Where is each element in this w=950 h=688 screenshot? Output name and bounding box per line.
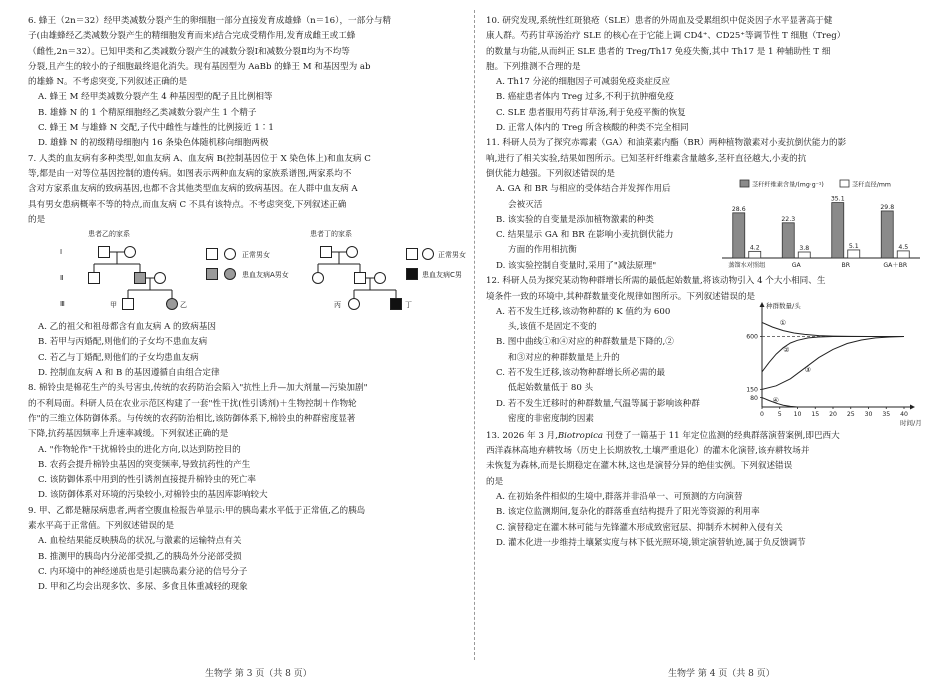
question-11: [486, 136, 926, 274]
q9-option-a: A. 血检结果能反映胰岛的状况,与激素的运输特点有关: [38, 536, 242, 547]
q11-option-a: A. GA 和 BR 与相应的受体结合并发挥作用后: [496, 184, 671, 195]
q6-stem-line: 分裂,且产生的较小的子细胞最终退化消失。现有基因型为 AaBb 的蜂王 M 和基因型为 ab: [28, 61, 371, 72]
legend-hemophilia-a-label: 患血友病A男女: [242, 271, 289, 280]
q7-option-c: C. 若乙与丁婚配,则他们的子女均患血友病: [38, 352, 199, 363]
right-page-footer: 生物学 第 4 页（共 8 页）: [668, 669, 775, 679]
question-10: [486, 14, 926, 136]
q10-stem-line: 胞。下列推测不合理的是: [486, 61, 581, 72]
q11-option-c: C. 结果显示 GA 和 BR 在影响小麦抗倒伏能力: [496, 230, 674, 241]
x-tick-label: 25: [846, 410, 855, 418]
y-axis-title: 种群数量/头: [766, 301, 801, 310]
line-chart: [726, 301, 926, 429]
legend-male-hemophilia-c-icon: [406, 268, 418, 280]
q9-option-c: C. 内环境中的神经递质也是引起胰岛素分泌的信号分子: [38, 566, 248, 577]
legend-male-normal-b-icon: [406, 248, 418, 260]
q12-stem-line: 境条件一致的环境中,其种群数量变化规律如图所示。下列叙述错误的是: [486, 291, 756, 302]
q7-option-a: A. 乙的祖父和祖母都含有血友病 A 的致病基因: [38, 322, 217, 333]
q7-stem-line: 含对方家系血友病的致病基因,也都不含其他类型血友病的致病基因。在人群中血友病 A: [28, 184, 358, 195]
bar-value-label: 22.3: [781, 216, 796, 224]
bar-1-2: [782, 223, 794, 258]
q7-stem-line: 具有男女患病概率不等的特点,而血友病 C 不具有该特点。不考虑突变,下列叙述正确: [28, 199, 347, 210]
q10-stem-line: 10. 研究发现,系统性红斑狼疮（SLE）患者的外周血及受累组织中促炎因子水平显著高于健: [486, 16, 833, 26]
family-b-title: 患者丁的家系: [310, 230, 352, 239]
q8-option-c: C. 该防御体系中用到的性引诱剂直接提升棉铃虫的死亡率: [38, 475, 256, 486]
q9-stem-line: 素水平高于正常值。下列叙述错误的是: [28, 521, 175, 532]
curve-label-1: ①: [779, 318, 787, 327]
q6-option-b: B. 雄蜂 N 的 1 个精原细胞经乙类减数分裂产生 1 个精子: [38, 107, 257, 118]
q7-option-d: D. 控制血友病 A 和 B 的基因遵循自由组合定律: [38, 368, 220, 379]
curve-label-2: ②: [783, 345, 790, 354]
q6-stem-line: 的雄蜂 N。不考虑突变,下列叙述正确的是: [28, 77, 188, 88]
generation-iii-label: Ⅲ: [60, 300, 65, 309]
q13-stem-line: [486, 429, 926, 444]
y-axis-arrow-icon: [760, 302, 765, 307]
q12-option-c: C. 若不发生迁移,该动物种群增长所必需的最: [496, 368, 666, 379]
bar-1-1: [733, 213, 745, 258]
x-tick-label: 40: [900, 410, 908, 418]
q12-option-b: B. 图中曲线①和④对应的种群数量是下降的,②: [496, 337, 674, 348]
x-tick-label: 0: [760, 410, 764, 418]
q6-option-d: D. 雄蜂 N 的初级精母细胞内 16 条染色体随机移向细胞两极: [38, 138, 269, 149]
q11-stem-line: 11. 科研人员为了探究赤霉素（GA）和油菜素内酯（BR）两种植物激素对小麦抗倒伏能力的影: [486, 138, 847, 149]
question-7: [28, 152, 476, 382]
x-tick-label: 20: [829, 410, 837, 418]
pedigree-male-normal: [320, 246, 332, 258]
q7-stem-line: 等,都是由一对等位基因控制的遗传病。如图表示两种血友病的家族系谱图,两家系均不: [28, 168, 352, 179]
pedigree-male-normal-jia: [122, 298, 134, 310]
q11-body: [486, 182, 926, 274]
bar-value-label: 4.5: [898, 244, 909, 252]
x-tick-label: 5: [777, 410, 782, 418]
y-tick-label: 600: [746, 333, 758, 341]
legend-male-hemophilia-a-icon: [206, 268, 218, 280]
q12-option-d: D. 若不发生迁移时的种群数量,气温等属于影响该种群: [496, 398, 700, 409]
pedigree-male-hemophilia-c-ding: [390, 298, 402, 310]
q12-option-a-cont: 头,该值不是固定不变的: [508, 322, 597, 333]
left-page: [28, 14, 476, 596]
q8-stem-line: 下降,抗药基因频率上升速率减缓。下列叙述正确的是: [28, 429, 229, 440]
question-9: [28, 504, 476, 596]
q13-journal-name: Biotropica: [557, 430, 604, 441]
q13-option-d: D. 灌木化进一步维持土壤紧实度与林下低光照环境,锁定演替轨迹,属于负反馈调节: [496, 537, 806, 548]
y-tick-label: 80: [750, 394, 758, 402]
q7-stem-line: 的是: [28, 214, 46, 225]
bar-2-1: [749, 252, 761, 259]
label-ding: 丁: [405, 301, 412, 310]
legend-male-normal-icon: [206, 248, 218, 260]
q6-stem-line: （雌性,2n＝32）。已知甲类和乙类减数分裂产生的减数分裂Ⅰ和减数分裂Ⅱ均为不均等: [28, 46, 350, 57]
legend-hemophilia-c-label: 患血友病C男: [422, 271, 462, 280]
x-tick-label: 30: [864, 410, 873, 418]
q10-option-b: B. 癌症患者体内 Treg 过多,不利于抗肿瘤免疫: [496, 92, 674, 103]
legend-label-1: 茎秆纤维素含量/(mg·g⁻¹): [752, 181, 824, 189]
pedigree-male-normal: [354, 272, 366, 284]
bar-value-label: 4.2: [749, 244, 760, 252]
q13-option-b: B. 该定位监测期间,复杂化的群落垂直结构提升了阳光等资源的利用率: [496, 507, 760, 518]
q12-option-a: A. 若不发生迁移,该动物种群的 K 值约为 600: [496, 306, 671, 317]
q13-stem-rest: 刊登了一篇基于 11 年定位监测的经典群落演替案例,即巴西大: [603, 430, 840, 441]
q11-options: [486, 182, 711, 274]
x-tick-label: 15: [811, 410, 820, 418]
curve-4: [762, 397, 798, 406]
bar-value-label: 29.8: [880, 204, 895, 212]
x-axis-arrow-icon: [910, 404, 915, 409]
curve-3: [762, 336, 904, 389]
pedigree-male-normal: [88, 272, 100, 284]
bar-chart: [716, 176, 926, 272]
q12-stem-line: 12. 科研人员为探究某动物种群增长所需的最低起始数量,将该动物引入 4 个大小相同、生: [486, 276, 826, 287]
q10-option-d: D. 正常人体内的 Treg 所含核酸的种类不完全相同: [496, 123, 689, 134]
q9-stem-line: 9. 甲、乙都是糖尿病患者,两者空腹血检报告单显示:甲的胰岛素水平低于正常值,乙的胰岛: [28, 505, 366, 516]
x-axis-title: 时间/月: [900, 418, 922, 427]
q8-option-d: D. 该防御体系对环境的污染较小,对棉铃虫的基因库影响较大: [38, 490, 268, 501]
x-tick-label: 蒸馏水对照组: [728, 262, 766, 270]
x-tick-label: GA＋BR: [883, 262, 908, 270]
q11-option-c-cont: 方面的作用相抗衡: [508, 245, 577, 256]
x-tick-label: GA: [791, 262, 801, 270]
legend-label-2: 茎秆直径/mm: [852, 181, 891, 189]
legend-swatch-2: [840, 180, 849, 187]
curve-2: [762, 336, 904, 371]
q8-stem-line: 8. 棉铃虫是棉花生产的头号害虫,传统的农药防治会陷入"抗性上升—加大剂量—污染加剧": [28, 383, 368, 394]
q11-option-a-cont: 会被灭活: [508, 199, 543, 210]
q13-option-c: C. 演替稳定在灌木林可能与先锋灌木形成致密冠层、抑制乔木树种入侵有关: [496, 522, 783, 533]
q11-stem-line: 响,进行了相关实验,结果如图所示。已知茎秆纤维素含量越多,茎秆直径越大,小麦的抗: [486, 153, 807, 164]
pedigree-male-hemophilia-a: [134, 272, 146, 284]
q10-stem-line: 康人群。芍药甘草汤治疗 SLE 的核心在于它能上调 CD4⁺、CD25⁺等调节性 T 细胞（Treg）: [486, 31, 846, 42]
q9-option-d: D. 甲和乙均会出现多饮、多尿、多食且体重减轻的现象: [38, 582, 248, 593]
bar-value-label: 3.8: [799, 245, 810, 253]
label-yi: 乙: [180, 301, 187, 310]
q6-stem-line: 6. 蜂王（2n＝32）经甲类减数分裂产生的卵细胞一部分直接发育成雄蜂（n＝16），一部分与精: [28, 16, 392, 26]
q10-option-c: C. SLE 患者服用芍药甘草汤,利于免疫平衡的恢复: [496, 107, 686, 118]
x-tick-label: BR: [841, 262, 851, 270]
label-bing: 丙: [334, 301, 341, 310]
x-tick-label: 35: [882, 410, 891, 418]
pedigree-figure: [28, 228, 476, 320]
bar-value-label: 5.1: [848, 243, 859, 251]
q13-stem-line: 西洋森林高地弃耕牧场（历史上长期放牧,土壤严重退化）的灌木化演替,该弃耕牧场并: [486, 446, 810, 457]
q6-option-a: A. 蜂王 M 经甲类减数分裂产生 4 种基因型的配子且比例相等: [38, 92, 273, 103]
q8-option-a: A. "作物轮作"干扰棉铃虫的进化方向,以达到防控目的: [38, 444, 241, 455]
q7-option-b: B. 若甲与丙婚配,则他们的子女均不患血友病: [38, 337, 208, 348]
generation-ii-label: Ⅱ: [60, 274, 64, 283]
q12-option-d-cont: 密度的非密度制约因素: [508, 413, 594, 424]
q9-option-b: B. 推测甲的胰岛内分泌部受损,乙的胰岛外分泌部受损: [38, 551, 242, 562]
legend-normal-label: 正常男女: [242, 251, 270, 260]
question-13: [486, 429, 926, 551]
generation-i-label: Ⅰ: [60, 248, 63, 257]
right-page: [486, 14, 926, 551]
family-a-title: 患者乙的家系: [88, 230, 130, 239]
q13-stem-start: 13. 2026 年 3 月,: [486, 430, 558, 441]
question-8: [28, 381, 476, 503]
q12-options: [486, 305, 726, 427]
q8-stem-line: 的不利局面。科研人员在农业示范区构建了一套"性干扰(性引诱剂)＋生物控制＋作物轮: [28, 398, 357, 409]
bar-value-label: 35.1: [830, 195, 845, 203]
q12-option-b-cont: 和③对应的种群数量是上升的: [508, 352, 620, 363]
q11-option-d: D. 该实验控制自变量时,采用了"减法原理": [496, 260, 657, 271]
bar-value-label: 28.6: [731, 206, 746, 214]
q12-option-c-cont: 低起始数量低于 80 头: [508, 383, 594, 394]
bar-2-2: [798, 252, 810, 258]
q13-stem-line: 未恢复为森林,而是长期稳定在灌木林,这也是演替分异的绝佳实例。下列叙述错误: [486, 461, 793, 472]
curve-label-4: ④: [772, 396, 779, 405]
q13-option-a: A. 在初始条件相似的生境中,群落并非沿单一、可预测的方向演替: [496, 492, 743, 503]
bar-1-4: [881, 211, 893, 258]
label-jia: 甲: [110, 301, 117, 310]
q8-stem-line: 作"的三维立体防御体系。与传统的农药防治相比,该防御体系下,棉铃虫的种群密度显著: [28, 413, 356, 424]
q8-option-b: B. 农药会提升棉铃虫基因的突变频率,导致抗药性的产生: [38, 459, 251, 470]
bar-2-4: [897, 251, 909, 258]
pedigree-male-normal: [98, 246, 110, 258]
q10-option-a: A. Th17 分泌的细胞因子可减弱免疫炎症反应: [496, 77, 671, 88]
bar-2-3: [848, 250, 860, 258]
left-page-footer: 生物学 第 3 页（共 8 页）: [205, 669, 312, 679]
q10-stem-line: 的数量与功能,从而纠正 SLE 患者的 Treg/Th17 免疫失衡,其中 Th17 是 1 种辅助性 T 细: [486, 46, 831, 57]
legend-swatch-1: [740, 180, 749, 187]
curve-label-3: ③: [804, 365, 811, 374]
q13-stem-line: 的是: [486, 476, 504, 487]
q11-stem-line: 倒伏能力越强。下列叙述错误的是: [486, 168, 615, 179]
bar-1-3: [832, 203, 844, 258]
q6-option-c: C. 蜂王 M 与雄蜂 N 交配,子代中雌性与雄性的比例接近 1∶1: [38, 123, 274, 134]
q12-body: [486, 301, 926, 429]
q11-option-b: B. 该实验的自变量是添加植物激素的种类: [496, 214, 654, 225]
q7-stem-line: 7. 人类的血友病有多种类型,如血友病 A、血友病 B(控制基因位于 X 染色体上)和血友病 C: [28, 153, 371, 164]
x-tick-label: 10: [793, 410, 802, 418]
question-12: [486, 274, 926, 429]
legend-normal-b-label: 正常男女: [438, 251, 466, 260]
question-6: [28, 14, 476, 152]
y-tick-label: 150: [746, 386, 758, 394]
q6-stem-line: 子(由雄蜂经乙类减数分裂产生的精细胞发育而来)结合完成受精作用,发育成雌王或工蜂: [28, 31, 356, 42]
